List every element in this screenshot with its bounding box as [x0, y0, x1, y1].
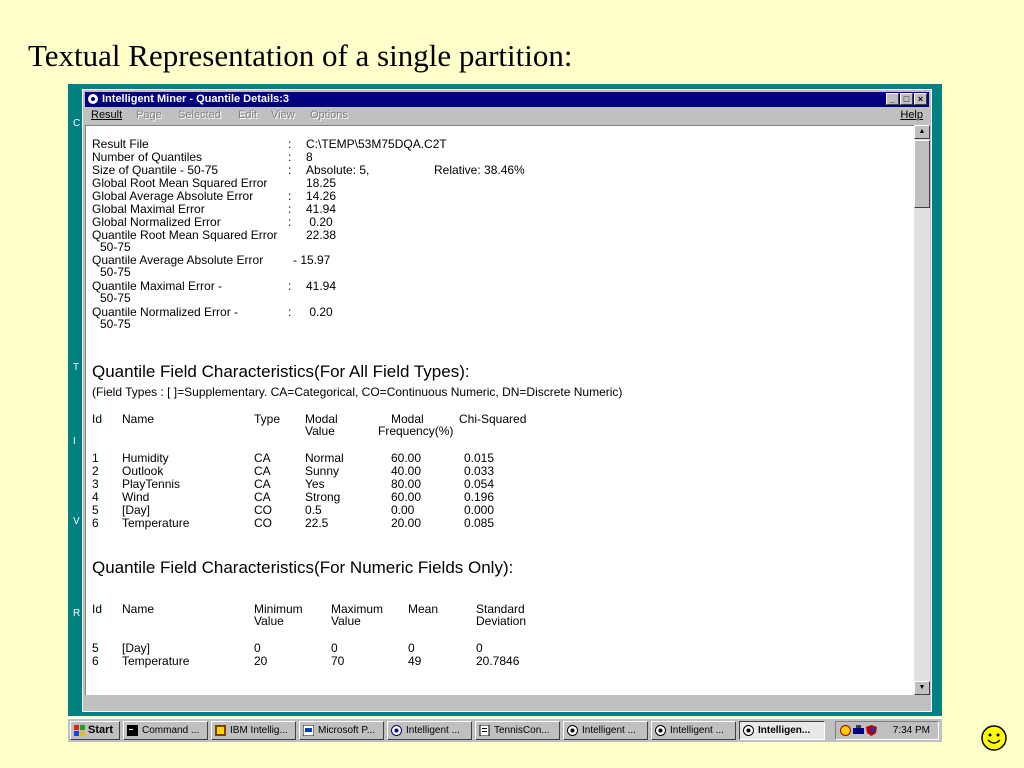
col-header-name: Name — [122, 602, 155, 616]
cell-type: CA — [254, 451, 271, 465]
scroll-down-button[interactable]: ▼ — [914, 681, 930, 695]
smiley-icon — [980, 724, 1008, 752]
col-header-maximum: Value — [331, 614, 361, 628]
cell-name: Temperature — [122, 516, 190, 530]
summary-sep: : — [288, 150, 292, 164]
summary-value: 18.25 — [306, 176, 337, 190]
cell-name: [Day] — [122, 503, 151, 517]
col-header-minimum: Minimum — [254, 602, 303, 616]
summary-sep: : — [288, 215, 292, 229]
volume-icon[interactable] — [840, 725, 851, 736]
summary-sep: : — [288, 163, 292, 177]
cell-minimum: 20 — [254, 654, 268, 668]
cell-id: 4 — [92, 490, 99, 504]
restore-button[interactable]: □ — [900, 93, 913, 105]
cell-name: Outlook — [122, 464, 164, 478]
cell-id: 1 — [92, 451, 99, 465]
desktop-fragment: I — [73, 436, 76, 447]
col-header-std-dev: Standard — [476, 602, 525, 616]
summary-value: C:\TEMP\53M75DQA.C2T — [306, 137, 447, 151]
col-header-mean: Mean — [408, 602, 439, 616]
cell-frequency: 40.00 — [391, 464, 422, 478]
cell-minimum: 0 — [254, 641, 261, 655]
window-title: Intelligent Miner - Quantile Details:3 — [102, 93, 290, 105]
summary-sep: : — [288, 202, 292, 216]
summary-sep: : — [288, 305, 292, 319]
taskbar-intelligent-2[interactable] — [563, 721, 648, 740]
cell-id: 3 — [92, 477, 99, 491]
cell-modal-value: 0.5 — [305, 503, 322, 517]
summary-sublabel: 50-75 — [100, 240, 131, 254]
summary-label: Quantile Normalized Error - — [92, 305, 239, 319]
cell-frequency: 20.00 — [391, 516, 422, 530]
taskbar-ibm-intelligent[interactable] — [211, 721, 296, 740]
cell-type: CO — [254, 516, 272, 530]
cell-type: CO — [254, 503, 272, 517]
taskbar-button-label: Intelligent ... — [670, 725, 724, 736]
desktop-fragment: R — [73, 608, 81, 619]
summary-sublabel: 50-75 — [100, 291, 131, 305]
cell-id: 6 — [92, 516, 99, 530]
close-button[interactable]: × — [914, 93, 927, 105]
summary-sep: : — [288, 189, 292, 203]
cell-modal-value: 22.5 — [305, 516, 329, 530]
summary-value: - 15.97 — [293, 253, 331, 267]
desktop-fragment: T — [73, 362, 80, 373]
taskbar-button-label: TennisCon... — [494, 725, 550, 736]
document-icon — [479, 725, 490, 736]
cell-chi-squared: 0.196 — [464, 490, 495, 504]
system-tray — [835, 721, 939, 740]
col-header-name: Name — [122, 412, 155, 426]
col-header-maximum: Maximum — [331, 602, 384, 616]
col-header-chi-squared: Chi-Squared — [459, 412, 527, 426]
col-header-id: Id — [92, 602, 103, 616]
summary-label: Size of Quantile - 50-75 — [92, 163, 219, 177]
network-icon[interactable] — [853, 725, 864, 736]
summary-label: Result File — [92, 137, 149, 151]
cell-maximum: 0 — [331, 641, 338, 655]
window-titlebar[interactable] — [85, 92, 929, 107]
cell-frequency: 80.00 — [391, 477, 422, 491]
menu-view[interactable]: View — [271, 109, 295, 121]
cell-name: PlayTennis — [122, 477, 181, 491]
cell-std-dev: 20.7846 — [476, 654, 520, 668]
field-types-legend: (Field Types : [ ]=Supplementary. CA=Categorical, CO=Continuous Numeric, DN=Discrete Numeric) — [92, 385, 623, 399]
cell-name: Wind — [122, 490, 150, 504]
summary-value: Absolute: 5, — [306, 163, 370, 177]
col-header-type: Type — [254, 412, 281, 426]
menu-help[interactable]: Help — [900, 109, 923, 121]
vertical-scrollbar[interactable] — [914, 125, 930, 695]
summary-label: Quantile Average Absolute Error — [92, 253, 264, 267]
summary-label: Global Maximal Error — [92, 202, 205, 216]
scroll-thumb[interactable] — [914, 140, 930, 208]
cell-type: CA — [254, 464, 271, 478]
slide-title: Textual Representation of a single partition: — [28, 38, 573, 73]
cell-id: 6 — [92, 654, 99, 668]
summary-label: Quantile Maximal Error - — [92, 279, 223, 293]
col-header-modal-value: Modal — [305, 412, 338, 426]
summary-sublabel: 50-75 — [100, 317, 131, 331]
taskbar-microsoft-powerpoint[interactable] — [299, 721, 384, 740]
cell-chi-squared: 0.033 — [464, 464, 495, 478]
taskbar-button-label: IBM Intellig... — [230, 725, 288, 736]
taskbar — [68, 718, 942, 742]
miner-app-icon — [567, 725, 578, 736]
cell-name: Temperature — [122, 654, 190, 668]
taskbar-intelligent-3[interactable] — [651, 721, 736, 740]
summary-sep: : — [288, 137, 292, 151]
taskbar-button-label: Intelligent ... — [582, 725, 636, 736]
col-header-modal-frequency: Frequency(%) — [378, 424, 454, 438]
cell-modal-value: Yes — [305, 477, 325, 491]
summary-sublabel: 50-75 — [100, 265, 131, 279]
command-prompt-icon — [127, 725, 138, 736]
col-header-std-dev: Deviation — [476, 614, 527, 628]
desktop-fragment: C — [73, 118, 81, 129]
cell-maximum: 70 — [331, 654, 345, 668]
cell-name: Humidity — [122, 451, 169, 465]
taskbar-button-label: Microsoft P... — [318, 725, 376, 736]
miner-app-icon — [391, 725, 402, 736]
window-bottom-bar — [85, 696, 929, 710]
menu-selected[interactable]: Selected — [178, 109, 221, 121]
taskbar-intelligent-1[interactable] — [387, 721, 472, 740]
scroll-up-button[interactable]: ▲ — [914, 125, 930, 139]
cell-chi-squared: 0.015 — [464, 451, 495, 465]
col-header-modal-value: Value — [305, 424, 335, 438]
menu-page[interactable]: Page — [136, 109, 162, 121]
miner-app-icon — [743, 725, 754, 736]
section-heading-all-fields: Quantile Field Characteristics(For All Field Types): — [92, 362, 470, 381]
cell-modal-value: Sunny — [305, 464, 340, 478]
cell-frequency: 60.00 — [391, 451, 422, 465]
cell-id: 5 — [92, 641, 99, 655]
start-button[interactable] — [70, 721, 120, 740]
quantile-details-window — [82, 89, 932, 712]
summary-value: 41.94 — [306, 279, 337, 293]
summary-relative: Relative: 38.46% — [434, 163, 525, 177]
report-view — [85, 125, 914, 695]
cell-mean: 49 — [408, 654, 422, 668]
section-heading-numeric-fields: Quantile Field Characteristics(For Numeric Fields Only): — [92, 558, 514, 577]
summary-label: Number of Quantiles — [92, 150, 203, 164]
summary-value: 14.26 — [306, 189, 337, 203]
summary-sep: : — [288, 279, 292, 293]
powerpoint-icon — [303, 725, 314, 736]
cell-type: CA — [254, 490, 271, 504]
miner-app-icon — [655, 725, 666, 736]
cell-frequency: 0.00 — [391, 503, 415, 517]
summary-value: 22.38 — [306, 228, 337, 242]
cell-type: CA — [254, 477, 271, 491]
cell-name: [Day] — [122, 641, 151, 655]
cell-chi-squared: 0.085 — [464, 516, 495, 530]
taskbar-button-label: Command ... — [142, 725, 200, 736]
cell-frequency: 60.00 — [391, 490, 422, 504]
taskbar-intelligent-active[interactable] — [739, 721, 825, 740]
menu-edit[interactable]: Edit — [238, 109, 257, 121]
cell-std-dev: 0 — [476, 641, 483, 655]
minimize-button[interactable]: _ — [886, 93, 899, 105]
col-header-modal-frequency: Modal — [391, 412, 424, 426]
cell-chi-squared: 0.054 — [464, 477, 495, 491]
start-label: Start — [88, 724, 114, 736]
clock[interactable]: 7:34 PM — [892, 725, 930, 736]
summary-value: 41.94 — [306, 202, 337, 216]
cell-id: 5 — [92, 503, 99, 517]
cell-modal-value: Normal — [305, 451, 344, 465]
cell-chi-squared: 0.000 — [464, 503, 495, 517]
summary-value: 0.20 — [306, 215, 333, 229]
app-icon[interactable] — [88, 94, 98, 104]
cell-modal-value: Strong — [305, 490, 341, 504]
desktop-fragment: V — [73, 516, 80, 527]
windows-logo-icon — [74, 725, 86, 736]
taskbar-button-label: Intelligen... — [758, 725, 811, 736]
taskbar-command-prompt[interactable] — [123, 721, 208, 740]
summary-label: Global Average Absolute Error — [92, 189, 254, 203]
menu-bar — [85, 108, 929, 124]
col-header-minimum: Value — [254, 614, 284, 628]
taskbar-tennis-con[interactable] — [475, 721, 560, 740]
shield-icon[interactable] — [866, 725, 877, 736]
summary-label: Global Normalized Error — [92, 215, 221, 229]
summary-value: 0.20 — [306, 305, 333, 319]
taskbar-button-label: Intelligent ... — [406, 725, 460, 736]
ibm-app-icon — [215, 725, 226, 736]
cell-mean: 0 — [408, 641, 415, 655]
summary-label: Global Root Mean Squared Error — [92, 176, 268, 190]
summary-value: 8 — [306, 150, 313, 164]
menu-result[interactable]: Result — [91, 109, 123, 121]
menu-options[interactable]: Options — [310, 109, 348, 121]
cell-id: 2 — [92, 464, 99, 478]
col-header-id: Id — [92, 412, 103, 426]
summary-label: Quantile Root Mean Squared Error — [92, 228, 278, 242]
